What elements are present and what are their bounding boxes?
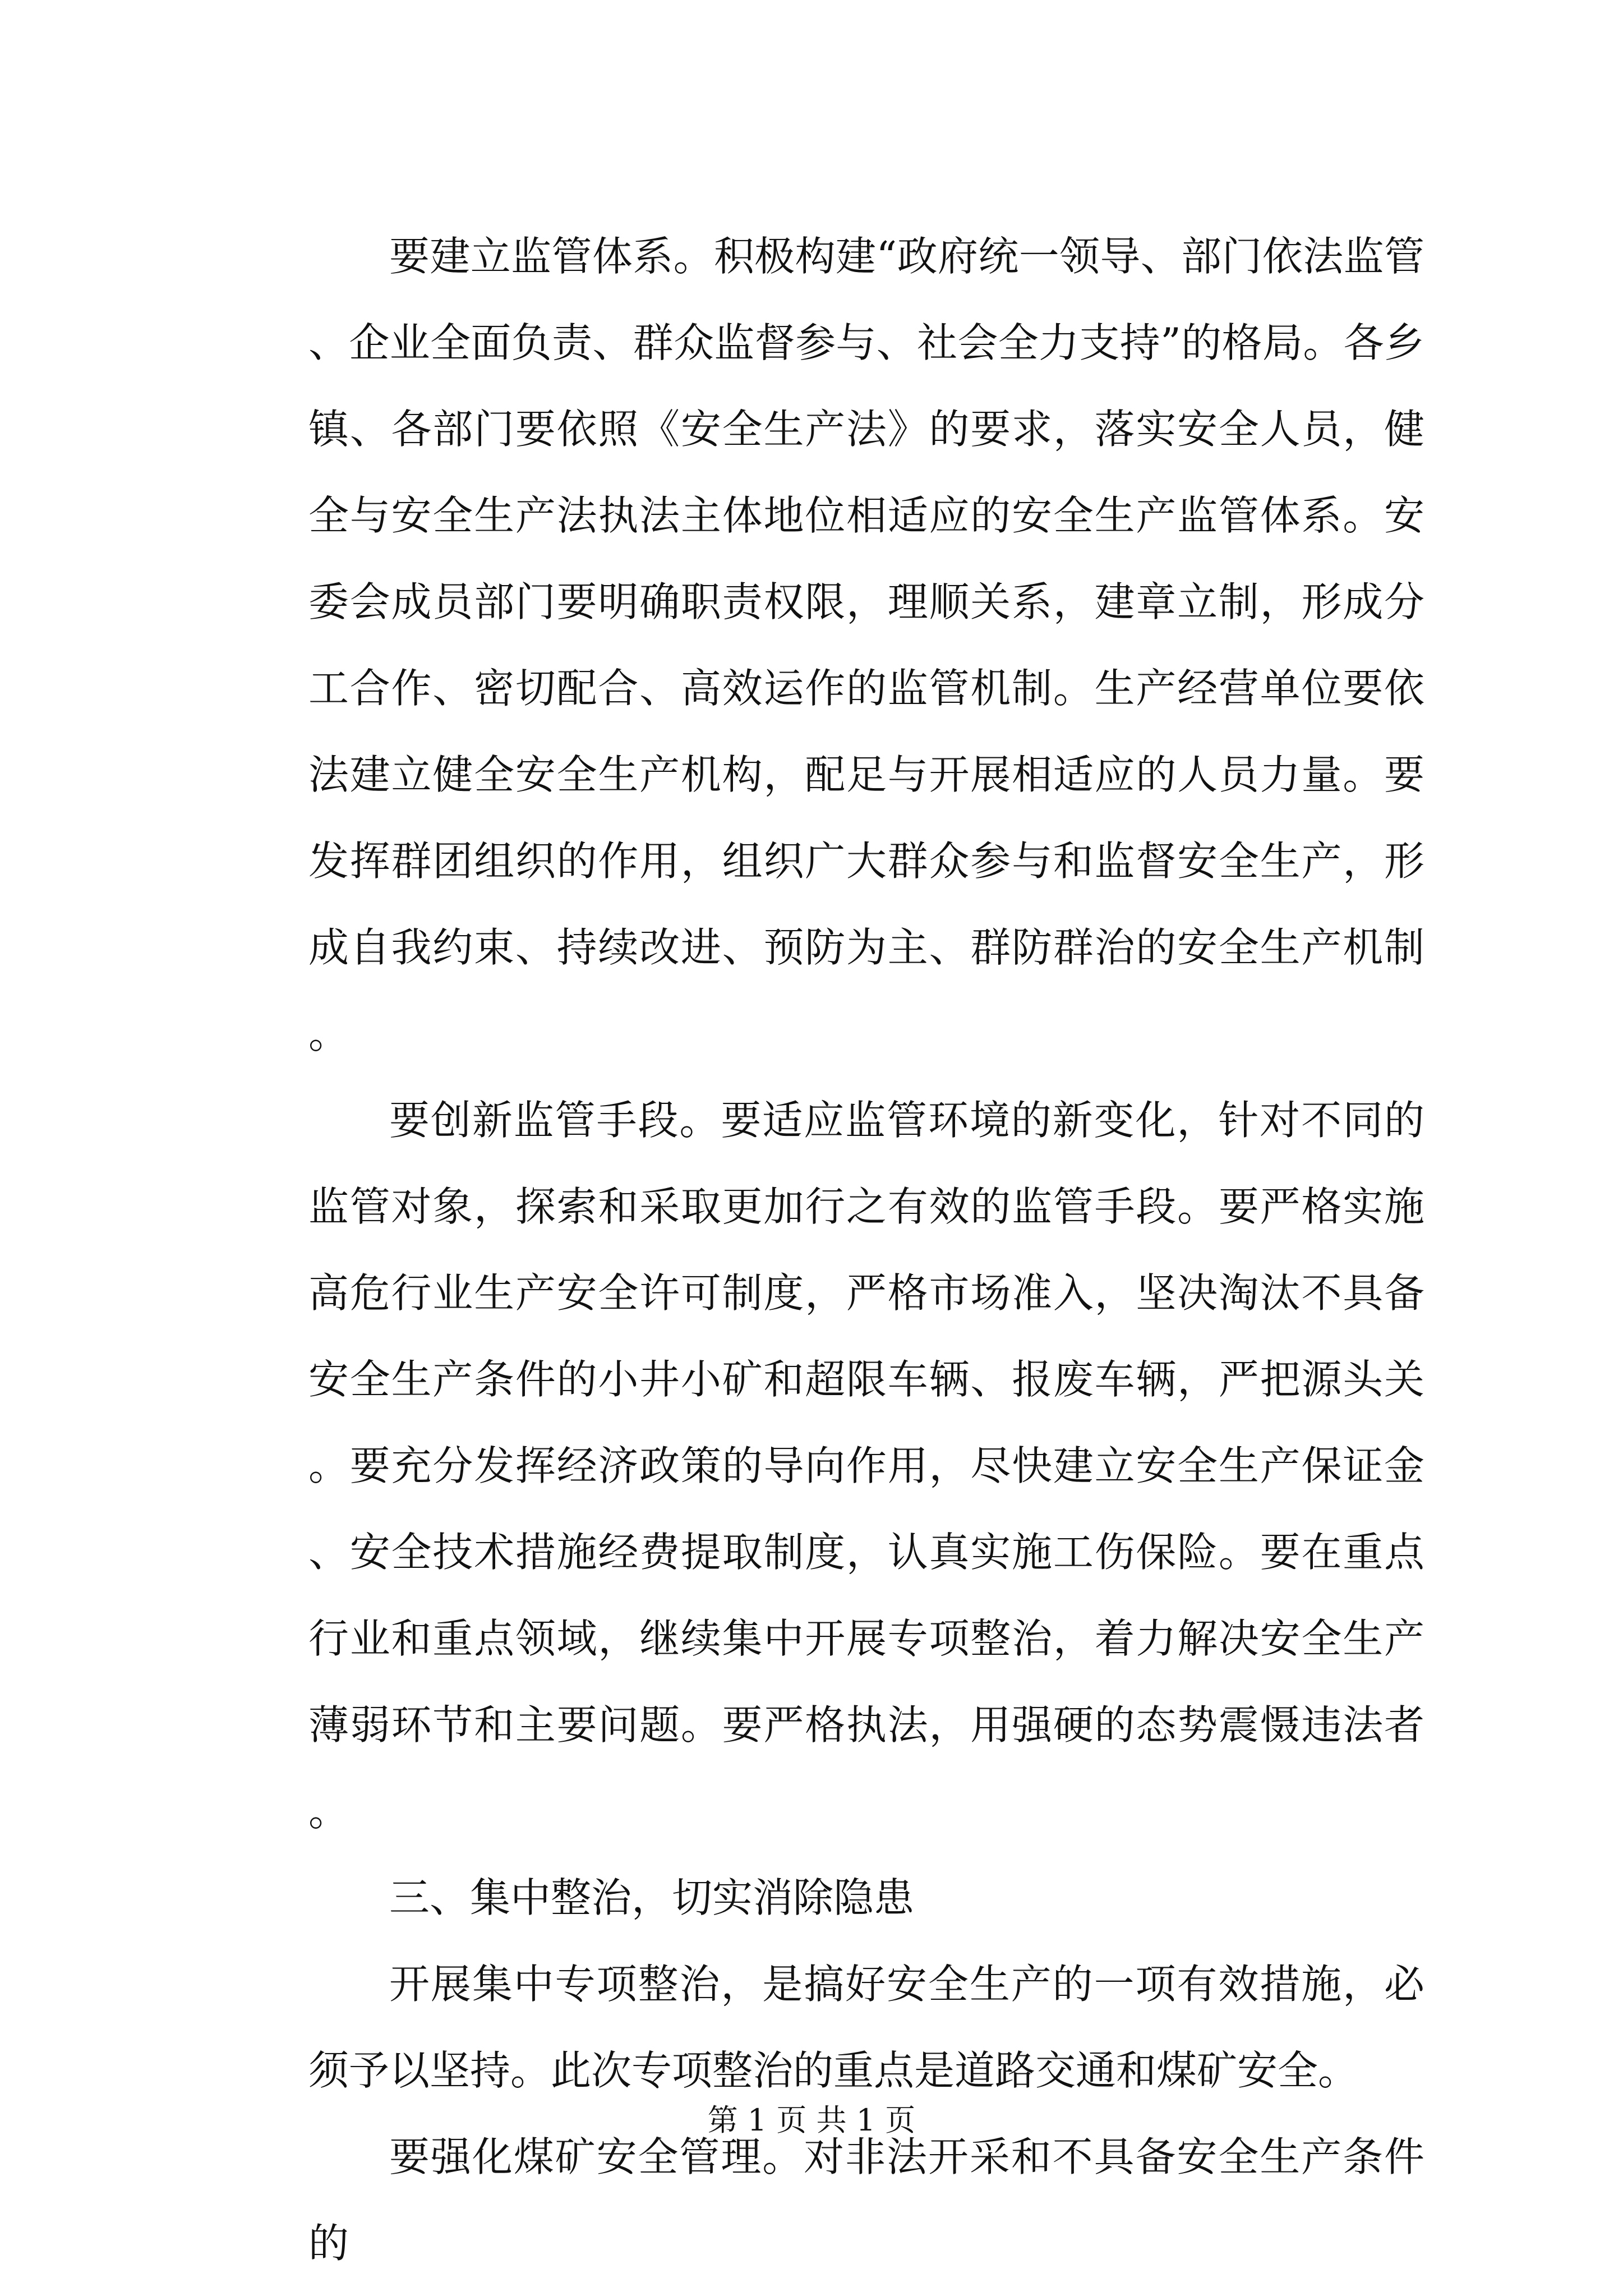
paragraph-supervision-methods: 要创新监管手段。要适应监管环境的新变化，针对不同的监管对象，探索和采取更加行之有效的监管手段。要严格实施高危行业生产安全许可制度，严格市场准入，坚决淘汰不具备安全生产条件的小井小矿和超限车辆、报废车辆，严把源头关。要充分发挥经济政策的导向作用，尽快建立安全生产保证金、安全技术措施经费提取制度，认真实施工伤保险。要在重点行业和重点领域，继续集中开展专项整治，着力解决安全生产薄弱环节和主要问题。要严格执法，用强硬的态势震慑违法者。: [308, 1097, 1424, 1835]
paragraph-coal-mine-safety: 要强化煤矿安全管理。对非法开采和不具备安全生产条件的: [308, 2133, 1424, 2267]
section-heading-rectification: 三、集中整治，切实消除隐患: [389, 1874, 915, 1921]
document-body: [308, 213, 1424, 2286]
paragraph-special-rectification: 开展集中专项整治，是搞好安全生产的一项有效措施，必须予以坚持。此次专项整治的重点是道路交通和煤矿安全。: [308, 1961, 1424, 2094]
paragraph-supervision-system: 要建立监管体系。积极构建“政府统一领导、部门依法监管、企业全面负责、群众监督参与、社会全力支持”的格局。各乡镇、各部门要依照《安全生产法》的要求，落实安全人员，健全与安全生产法执法主体地位相适应的安全生产监管体系。安委会成员部门要明确职责权限，理顺关系，建章立制，形成分工合作、密切配合、高效运作的监管机制。生产经营单位要依法建立健全安全生产机构，配足与开展相适应的人员力量。要发挥群团组织的作用，组织广大群众参与和监督安全生产，形成自我约束、持续改进、预防为主、群防群治的安全生产机制。: [308, 233, 1424, 1057]
page-footer: 第 1 页 共 1 页: [707, 2102, 916, 2138]
